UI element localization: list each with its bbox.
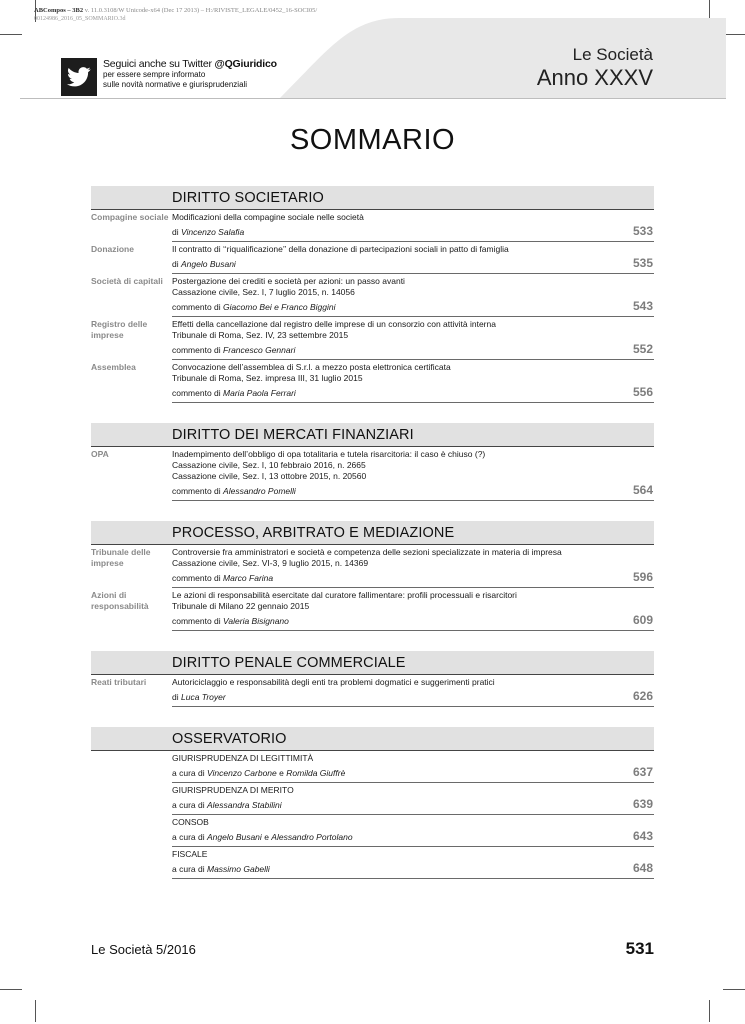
- entry-page-number[interactable]: 552: [632, 342, 653, 356]
- entry-author-line: [172, 616, 624, 627]
- toc-entry[interactable]: [91, 588, 654, 631]
- author-name: Massimo Gabelli: [206, 864, 270, 874]
- entry-author-line: [172, 573, 624, 584]
- entry-title: Convocazione dell’assemblea di S.r.l. a mezzo posta elettronica certificata: [172, 362, 451, 372]
- slug-job: 00124986_2016_05_SOMMARIO.3d: [34, 16, 126, 22]
- entry-category: Registro delle imprese: [91, 319, 148, 340]
- entry-author-line: [172, 388, 624, 399]
- entry-title: Il contratto di ‘‘riqualificazione’’ della donazione di partecipazioni sociali in patto di famiglia: [172, 244, 509, 254]
- entry-author-line: [172, 832, 624, 843]
- section-heading: OSSERVATORIO: [172, 731, 287, 747]
- entry-category: Assemblea: [91, 362, 136, 372]
- author-name-2: Romilda Giuffrè: [286, 768, 346, 778]
- entry-title: Inadempimento dell’obbligo di opa totalitaria e tutela risarcitoria: il caso è chiuso (?): [172, 449, 486, 459]
- author-prefix: commento di: [172, 388, 221, 398]
- entry-author-line: [172, 864, 624, 875]
- entry-source: Cassazione civile, Sez. I, 7 luglio 2015, n. 14056: [172, 287, 355, 297]
- magazine-name: Le Società: [572, 45, 653, 64]
- author-prefix: di: [172, 692, 179, 702]
- entry-page-number[interactable]: 639: [632, 797, 653, 811]
- entry-title: FISCALE: [172, 849, 208, 859]
- section-heading-bar: [91, 186, 654, 210]
- section-heading-bar: [91, 727, 654, 751]
- entry-page-number[interactable]: 535: [632, 256, 653, 270]
- author-prefix: di: [172, 259, 179, 269]
- author-prefix: commento di: [172, 616, 221, 626]
- author-name: Vincenzo Carbone: [206, 768, 277, 778]
- entry-title: Controversie fra amministratori e società e competenza delle sezioni specializzate in materia di impresa: [172, 547, 562, 557]
- entry-page-number[interactable]: 643: [632, 829, 653, 843]
- author-prefix: commento di: [172, 573, 221, 583]
- entry-source: Tribunale di Roma, Sez. IV, 23 settembre 2015: [172, 330, 349, 340]
- author-prefix: commento di: [172, 302, 221, 312]
- slug-path: – H:/RIVISTE_LEGALE/0452_16-SOCI05/: [200, 7, 318, 14]
- entry-category: [91, 751, 172, 783]
- entry-page-number[interactable]: 626: [632, 689, 653, 703]
- entry-body: [172, 360, 654, 403]
- toc-entry[interactable]: [91, 447, 654, 501]
- entry-page-number[interactable]: 596: [632, 570, 653, 584]
- author-name: Luca Troyer: [181, 692, 226, 702]
- section-spacer: [91, 403, 654, 423]
- entry-title: Autoriciclaggio e responsabilità degli enti tra problemi dogmatici e suggerimenti pratici: [172, 677, 495, 687]
- magazine-year: Anno XXXV: [536, 65, 653, 90]
- entry-category: Donazione: [91, 244, 134, 254]
- crop-mark: [723, 34, 745, 35]
- entry-category: [91, 847, 172, 879]
- toc-entry[interactable]: [91, 847, 654, 879]
- toc-entry[interactable]: [91, 210, 654, 242]
- author-prefix: a cura di: [172, 864, 205, 874]
- twitter-handle-link[interactable]: @QGiuridico: [214, 58, 277, 70]
- entry-author-line: [172, 486, 624, 497]
- promo-line-3: sulle novità normative e giurisprudenziali: [103, 80, 248, 89]
- author-name-2: Alessandro Portolano: [271, 832, 353, 842]
- entry-category: Società di capitali: [91, 276, 163, 286]
- section-spacer: [91, 501, 654, 521]
- author-join: e: [279, 768, 284, 778]
- section-heading-bar: [91, 423, 654, 447]
- entry-source: Cassazione civile, Sez. I, 13 ottobre 2015, n. 20560: [172, 471, 367, 481]
- slug-version: v. 11.0.3108/W Unicode-x64 (Dec 17 2013): [84, 7, 200, 14]
- crop-mark: [709, 1000, 710, 1022]
- author-prefix: a cura di: [172, 800, 205, 810]
- author-name: Angelo Busani: [206, 832, 262, 842]
- entry-body: [172, 783, 654, 815]
- twitter-bird-icon: [67, 67, 91, 87]
- section-heading: DIRITTO DEI MERCATI FINANZIARI: [172, 427, 414, 443]
- entry-category: Compagine sociale: [91, 212, 169, 222]
- entry-category: OPA: [91, 449, 109, 459]
- entry-source: Cassazione civile, Sez. I, 10 febbraio 2016, n. 2665: [172, 460, 366, 470]
- entry-body: [172, 447, 654, 501]
- author-name: Alessandra Stabilini: [206, 800, 282, 810]
- author-prefix: commento di: [172, 345, 221, 355]
- footer-page-number: 531: [625, 939, 654, 958]
- entry-category: Tribunale delle imprese: [91, 547, 151, 568]
- page-title: SOMMARIO: [289, 124, 456, 156]
- promo-text: Seguici anche su Twitter: [103, 58, 215, 70]
- entry-title: Le azioni di responsabilità esercitate dal curatore fallimentare: profili processuali e risarcitori: [172, 590, 517, 600]
- entry-category: Reati tributari: [91, 677, 147, 687]
- author-prefix: a cura di: [172, 768, 205, 778]
- toc-entry[interactable]: [91, 783, 654, 815]
- toc-entry[interactable]: [91, 815, 654, 847]
- entry-page-number[interactable]: 648: [632, 861, 653, 875]
- crop-mark: [35, 1000, 36, 1022]
- entry-body: [172, 588, 654, 631]
- author-name: Vincenzo Salafia: [181, 227, 245, 237]
- twitter-logo[interactable]: [61, 58, 97, 96]
- section-spacer: [91, 707, 654, 727]
- entry-body: [172, 815, 654, 847]
- author-prefix: di: [172, 227, 179, 237]
- author-name: Marco Farina: [223, 573, 274, 583]
- entry-author-line: [172, 302, 624, 313]
- entry-title: Modificazioni della compagine sociale nelle società: [172, 212, 364, 222]
- entry-author-line: [172, 227, 624, 238]
- toc-entry[interactable]: [91, 242, 654, 274]
- entry-source: Tribunale di Milano 22 gennaio 2015: [172, 601, 310, 611]
- toc-entry[interactable]: [91, 360, 654, 403]
- entry-body: [172, 317, 654, 360]
- section-heading-bar: [91, 521, 654, 545]
- entry-category: [91, 783, 172, 815]
- entry-page-number[interactable]: 609: [632, 613, 653, 627]
- toc-entry[interactable]: [91, 751, 654, 783]
- entry-author-line: [172, 768, 624, 779]
- toc-entry[interactable]: [91, 545, 654, 588]
- toc-entry[interactable]: [91, 675, 654, 707]
- entry-source: Tribunale di Roma, Sez. impresa III, 31 luglio 2015: [172, 373, 363, 383]
- author-name: Valeria Bisignano: [223, 616, 289, 626]
- entry-author-line: [172, 800, 624, 811]
- crop-mark: [723, 989, 745, 990]
- author-prefix: commento di: [172, 486, 221, 496]
- entry-source: Cassazione civile, Sez. VI-3, 9 luglio 2015, n. 14369: [172, 558, 369, 568]
- author-name: Alessandro Pomelli: [223, 486, 296, 496]
- section-spacer: [91, 631, 654, 651]
- author-name: Angelo Busani: [181, 259, 236, 269]
- entry-body: [172, 545, 654, 588]
- promo-line-2: per essere sempre informato: [103, 70, 206, 79]
- crop-mark: [0, 989, 22, 990]
- entry-category: Azioni di responsabilità: [91, 590, 149, 611]
- toc-entry[interactable]: [91, 317, 654, 360]
- entry-title: CONSOB: [172, 817, 209, 827]
- entry-title: Effetti della cancellazione dal registro delle imprese di un consorzio con attività interna: [172, 319, 496, 329]
- header-rule: [20, 98, 726, 99]
- entry-title: GIURISPRUDENZA DI MERITO: [172, 785, 294, 795]
- author-name: Giacomo Bei e Franco Biggini: [223, 302, 336, 312]
- author-name: Francesco Gennari: [223, 345, 296, 355]
- twitter-promo: [103, 58, 277, 90]
- toc-entry[interactable]: [91, 274, 654, 317]
- entry-body: [172, 274, 654, 317]
- entry-body: [172, 751, 654, 783]
- entry-body: [172, 210, 654, 242]
- entry-page-number[interactable]: 637: [632, 765, 653, 779]
- section-heading: DIRITTO PENALE COMMERCIALE: [172, 655, 406, 671]
- entry-category: [91, 815, 172, 847]
- slug-app: ABCompos – 3B2: [34, 7, 84, 14]
- entry-page-number[interactable]: 533: [632, 224, 653, 238]
- entry-author-line: [172, 692, 624, 703]
- entry-author-line: [172, 259, 624, 270]
- entry-title: GIURISPRUDENZA DI LEGITTIMITÀ: [172, 753, 314, 763]
- entry-title: Postergazione dei crediti e società per azioni: un passo avanti: [172, 276, 405, 286]
- section-heading: PROCESSO, ARBITRATO E MEDIAZIONE: [172, 525, 455, 541]
- entry-body: [172, 242, 654, 274]
- author-prefix: a cura di: [172, 832, 205, 842]
- section-heading: DIRITTO SOCIETARIO: [172, 190, 324, 206]
- magazine-masthead: [537, 45, 653, 91]
- section-heading-bar: [91, 651, 654, 675]
- footer-issue: Le Società 5/2016: [91, 942, 196, 957]
- table-of-contents: [91, 186, 654, 879]
- entry-page-number[interactable]: 564: [632, 483, 653, 497]
- entry-page-number[interactable]: 556: [632, 385, 653, 399]
- author-name: Maria Paola Ferrari: [223, 388, 296, 398]
- entry-page-number[interactable]: 543: [632, 299, 653, 313]
- entry-body: [172, 847, 654, 879]
- entry-body: [172, 675, 654, 707]
- entry-author-line: [172, 345, 624, 356]
- author-join: e: [264, 832, 269, 842]
